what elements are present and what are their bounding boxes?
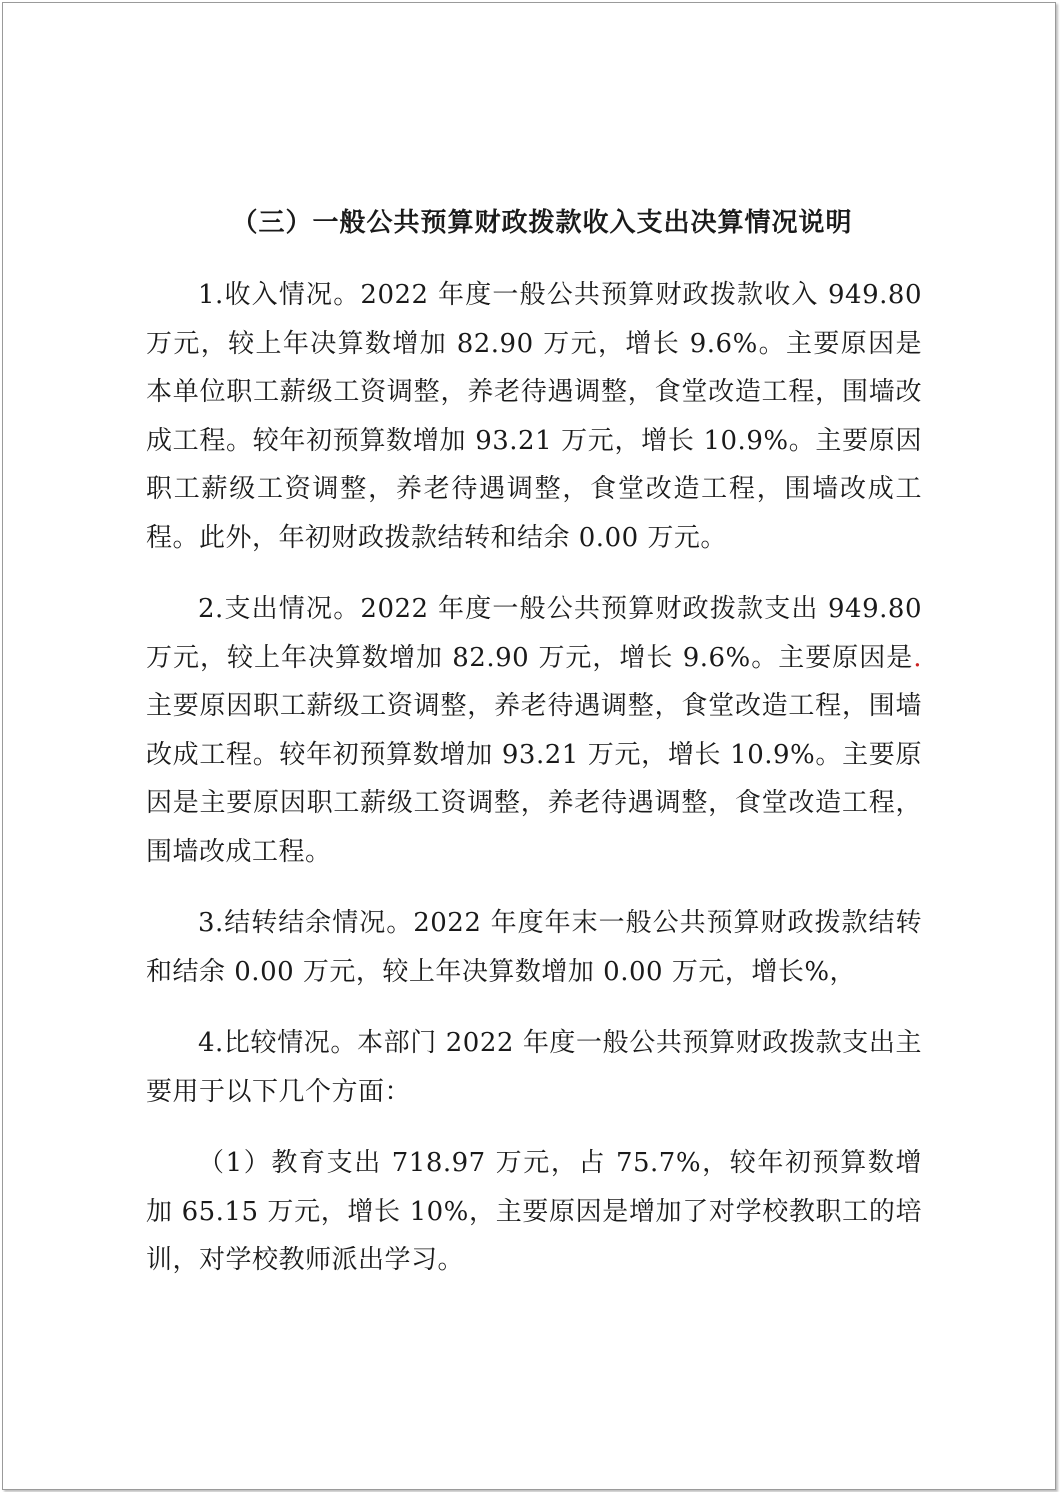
red-mark: . — [913, 642, 922, 673]
paragraph-comparison: 4.比较情况。本部门 2022 年度一般公共预算财政拨款支出主要用于以下几个方面： — [146, 1028, 922, 1107]
document-body — [146, 199, 922, 1285]
paragraph-carryover: 3.结转结余情况。2022 年度年末一般公共预算财政拨款结转和结余 0.00 万元，较上年决算数增加 0.00 万元，增长%， — [146, 908, 922, 987]
paragraph-income: 1.收入情况。2022 年度一般公共预算财政拨款收入 949.80 万元，较上年决算数增加 82.90 万元，增长 9.6%。主要原因是本单位职工薪级工资调整，养老待遇调整，食堂改造工程，围墙改成工程。较年初预算数增加 93.21 万元，增长 10.9%。主要原因职工薪级工资调整，养老待遇调整，食堂改造工程，围墙改成工程。此外，年初财政拨款结转和结余 0.00 万元。 — [146, 280, 922, 553]
paragraph-education-expenditure: （1）教育支出 718.97 万元，占 75.7%，较年初预算数增加 65.15 万元，增长 10%，主要原因是增加了对学校教职工的培训，对学校教师派出学习。 — [146, 1148, 922, 1275]
paragraph-expenditure — [146, 585, 922, 876]
document-page — [2, 2, 1056, 1490]
paragraph-expenditure-text-b: 主要原因职工薪级工资调整，养老待遇调整，食堂改造工程，围墙改成工程。较年初预算数增加 93.21 万元，增长 10.9%。主要原因是主要原因职工薪级工资调整，养老待遇调整，食堂改造工程，围墙改成工程。 — [146, 691, 922, 867]
paragraph-expenditure-text-a: 2.支出情况。2022 年度一般公共预算财政拨款支出 949.80 万元，较上年决算数增加 82.90 万元，增长 9.6%。主要原因是 — [146, 594, 922, 673]
section-heading: （三）一般公共预算财政拨款收入支出决算情况说明 — [231, 208, 853, 238]
